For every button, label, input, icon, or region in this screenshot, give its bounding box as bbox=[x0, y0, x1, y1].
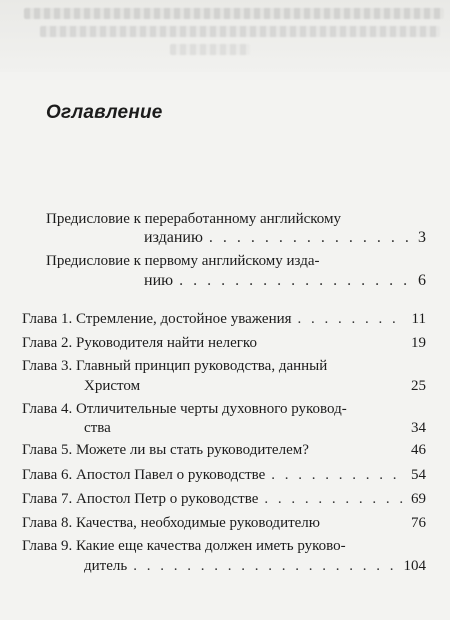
toc-entry-row bbox=[144, 272, 426, 290]
page-number: 104 bbox=[403, 558, 426, 574]
toc-entry-row bbox=[144, 229, 426, 247]
toc-entry-title: Можете ли вы стать руководителем? bbox=[75, 442, 309, 458]
toc-entry-title: дитель bbox=[84, 558, 128, 574]
toc-entry-row bbox=[22, 400, 347, 418]
toc-entry-title: Главный принцип руководства, данный bbox=[75, 358, 328, 374]
leader-dots bbox=[179, 272, 412, 290]
page-number: 19 bbox=[411, 335, 426, 351]
toc-entry-title: Предисловие к переработанному английскому bbox=[46, 211, 341, 227]
toc-entry-title: Руководителя найти нелегко bbox=[75, 335, 257, 351]
chapter-label: Глава 1. bbox=[22, 311, 73, 327]
toc-entry-title: ства bbox=[84, 420, 111, 436]
page-number: 69 bbox=[411, 491, 426, 507]
page-number: 76 bbox=[411, 515, 426, 531]
toc-entry-row bbox=[22, 334, 426, 352]
leader-dots bbox=[209, 229, 412, 247]
toc-entry-row bbox=[22, 537, 346, 555]
chapter-label: Глава 3. bbox=[22, 358, 73, 374]
toc-entry-title: Качества, необходимые руководителю bbox=[75, 515, 320, 531]
toc-entry-title: Стремление, достойное уважения bbox=[75, 311, 292, 327]
chapter-label: Глава 5. bbox=[22, 442, 73, 458]
chapter-label: Глава 2. bbox=[22, 335, 73, 351]
page-number: 6 bbox=[418, 272, 426, 289]
toc-entry-row bbox=[84, 557, 426, 575]
toc-heading: Оглавление bbox=[46, 102, 163, 123]
leader-dots bbox=[264, 490, 405, 508]
toc-entry-title: нию bbox=[144, 272, 174, 289]
chapter-label: Глава 4. bbox=[22, 401, 73, 417]
chapter-label: Глава 6. bbox=[22, 467, 73, 483]
leader-dots bbox=[271, 466, 405, 484]
toc-entry-title: Отличительные черты духовного руковод- bbox=[75, 401, 347, 417]
toc-entry-title: Предисловие к первому английскому изда- bbox=[46, 253, 320, 269]
page-number: 46 bbox=[411, 442, 426, 458]
toc-entry-title: изданию bbox=[144, 229, 203, 246]
toc-entry-title: Какие еще качества должен иметь руково- bbox=[75, 538, 346, 554]
page-number: 3 bbox=[418, 229, 426, 246]
chapter-label: Глава 9. bbox=[22, 538, 73, 554]
page-number: 54 bbox=[411, 467, 426, 483]
page-number: 25 bbox=[411, 378, 426, 394]
page-number: 11 bbox=[411, 311, 426, 327]
toc-entry-row bbox=[22, 310, 426, 328]
chapter-label: Глава 7. bbox=[22, 491, 73, 507]
leader-dots bbox=[133, 557, 397, 575]
toc-entry-title: Христом bbox=[84, 378, 141, 394]
toc-entry-row bbox=[22, 514, 426, 532]
toc-entry-row bbox=[84, 419, 426, 437]
toc-entry-row bbox=[84, 377, 426, 395]
toc-entry-row bbox=[22, 357, 327, 375]
toc-entry-title: Апостол Павел о руководстве bbox=[75, 467, 266, 483]
page-number: 34 bbox=[411, 420, 426, 436]
toc-entry-row bbox=[22, 490, 426, 508]
leader-dots bbox=[298, 310, 406, 328]
toc-entry-row bbox=[22, 466, 426, 484]
toc-entry-title: Апостол Петр о руководстве bbox=[75, 491, 259, 507]
toc-entry-row bbox=[22, 441, 426, 459]
chapter-label: Глава 8. bbox=[22, 515, 73, 531]
